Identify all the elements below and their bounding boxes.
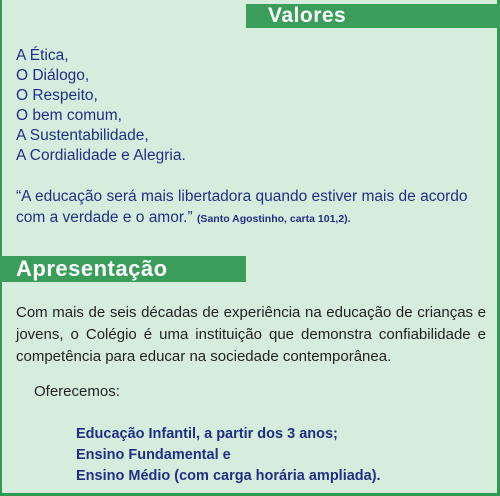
values-list (16, 46, 186, 166)
value-item: O bem comum, (16, 107, 122, 124)
presentation-paragraph: Com mais de seis décadas de experiência na educação de crianças e jovens, o Colégio é uma instituição que demonstra confiabilidade e competência para educar na sociedade contemporânea. (16, 304, 486, 365)
course-item: Ensino Fundamental e (76, 447, 231, 463)
value-item: O Respeito, (16, 87, 98, 104)
valores-heading: Valores (246, 4, 500, 28)
quote (16, 186, 486, 230)
value-item: O Diálogo, (16, 67, 90, 84)
course-item: Ensino Médio (com carga horária ampliada). (76, 468, 381, 484)
offer-label: Oferecemos: (34, 383, 120, 400)
quote-citation: (Santo Agostinho, carta 101,2). (196, 213, 351, 225)
courses-list (76, 424, 381, 487)
value-item: A Cordialidade e Alegria. (16, 147, 186, 164)
value-item: A Ética, (16, 47, 69, 64)
value-item: A Sustentabilidade, (16, 127, 149, 144)
course-item: Educação Infantil, a partir dos 3 anos; (76, 426, 338, 442)
quote-text: “A educação será mais libertadora quando estiver mais de acordo com a verdade e o amor.” (16, 188, 468, 226)
apresentacao-heading: Apresentação (0, 256, 246, 282)
